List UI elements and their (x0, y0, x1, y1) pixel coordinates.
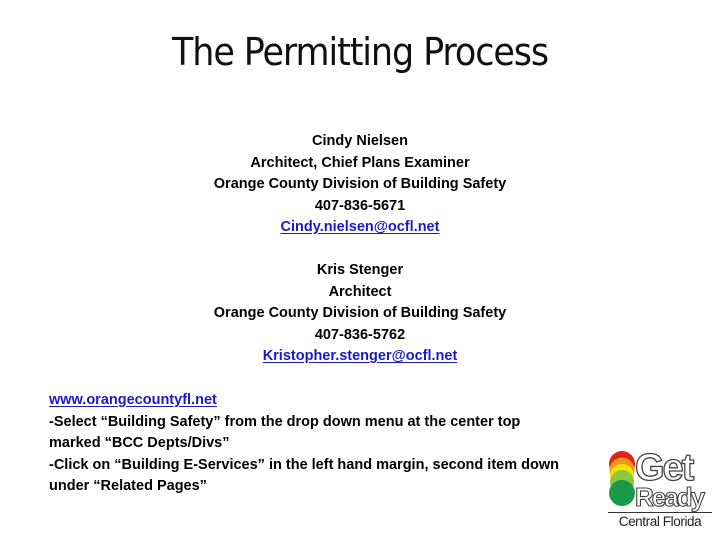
contact-name: Cindy Nielsen (312, 133, 408, 149)
traffic-light-logo-icon (608, 448, 712, 512)
contact-card-cindy-nielsen (0, 131, 720, 239)
contact-email-link[interactable]: Kristopher.stenger@ocfl.net (262, 348, 458, 364)
contact-card-kris-stenger (0, 260, 720, 368)
slide-title: The Permitting Process (172, 30, 548, 74)
instruction-line: -Click on “Building E-Services” in the left hand margin, second item down (49, 456, 559, 473)
instruction-line: under “Related Pages” (49, 478, 207, 494)
contact-phone: 407-836-5762 (314, 326, 406, 343)
contact-email-link[interactable]: Cindy.nielsen@ocfl.net (280, 219, 440, 235)
instruction-line: marked “BCC Depts/Divs” (49, 435, 230, 451)
instructions-block (49, 390, 629, 498)
contact-name: Kris Stenger (316, 262, 404, 278)
svg-text:Get: Get (635, 448, 693, 489)
get-ready-central-florida-logo (608, 448, 712, 532)
website-link[interactable]: www.orangecountyfl.net (49, 392, 217, 408)
contact-role: Architect (328, 283, 392, 300)
svg-text:Ready: Ready (635, 482, 704, 512)
logo-caption: Central Florida (608, 512, 712, 529)
contact-role: Architect, Chief Plans Examiner (250, 154, 470, 171)
contact-organization: Orange County Division of Building Safety (213, 176, 507, 192)
contact-phone: 407-836-5671 (314, 197, 406, 214)
instruction-line: -Select “Building Safety” from the drop down menu at the center top (49, 413, 521, 430)
contact-organization: Orange County Division of Building Safety (213, 305, 507, 321)
